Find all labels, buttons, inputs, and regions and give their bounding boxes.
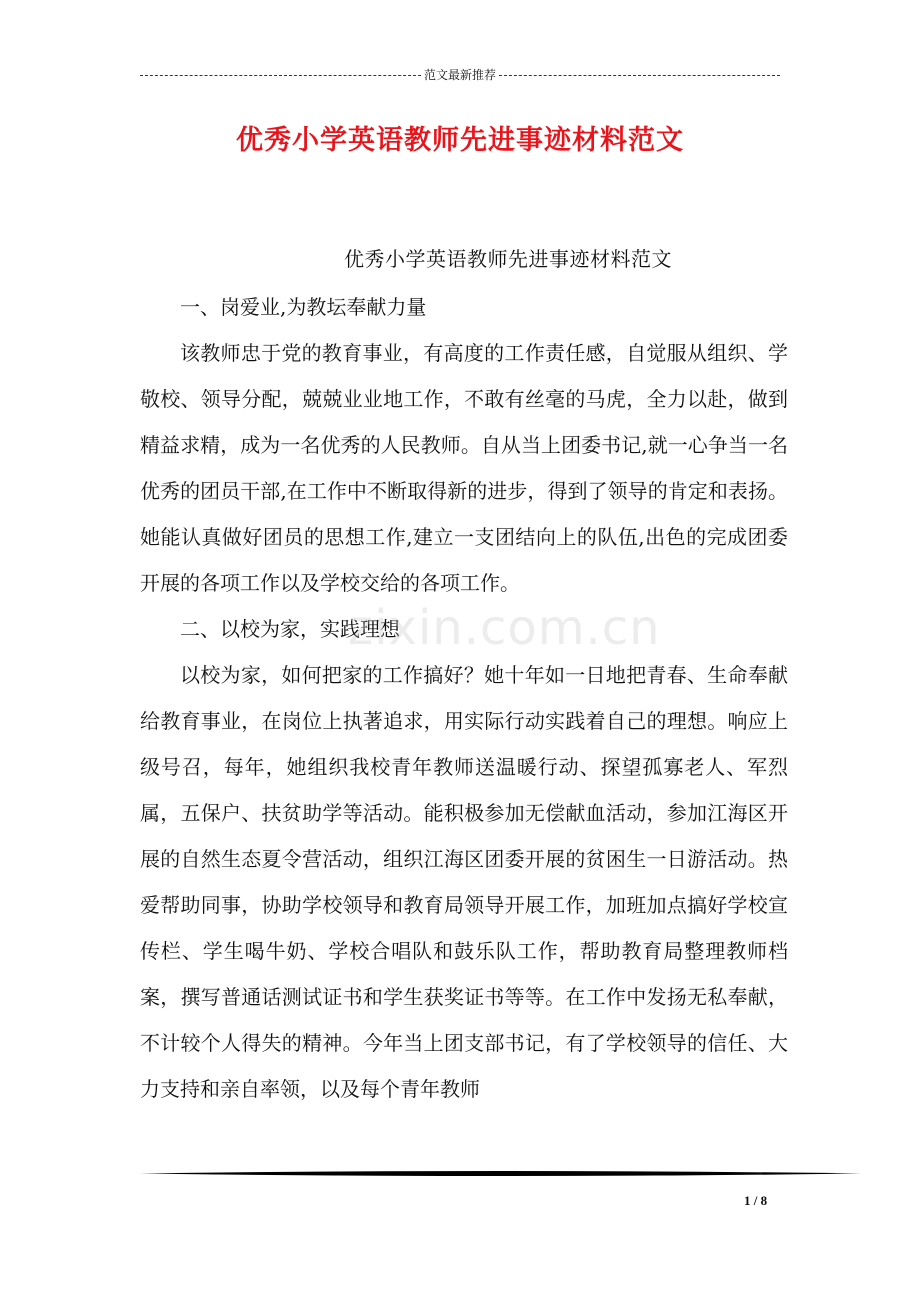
document-title: 优秀小学英语教师先进事迹材料范文 bbox=[236, 125, 684, 156]
paragraph-1: 该教师忠于党的教育事业，有高度的工作责任感，自觉服从组织、学敬校、领导分配，兢兢业业地工作，不敢有丝毫的马虎，全力以赴，做到精益求精，成为一名优秀的人民教师。自从当上团委书记,就一心争当一名优秀的团员干部,在工作中不断取得新的进步，得到了领导的肯定和表扬。她能认真做好团员的思想工作,建立一支团结向上的队伍,出色的完成团委开展的各项工作以及学校交给的各项工作。 bbox=[140, 341, 788, 595]
section-heading-2: 二、以校为家，实践理想 bbox=[180, 617, 400, 641]
paragraph-2: 以校为家，如何把家的工作搞好？她十年如一日地把青春、生命奉献给教育事业，在岗位上执著追求，用实际行动实践着自己的理想。响应上级号召，每年，她组织我校青年教师送温暖行动、探望孤寡老人、军烈属，五保户、扶贫助学等活动。能积极参加无偿献血活动，参加江海区开展的自然生态夏令营活动，组织江海区团委开展的贫困生一日游活动。热爱帮助同事，协助学校领导和教育局领导开展工作，加班加点搞好学校宣传栏、学生喝牛奶、学校合唱队和鼓乐队工作，帮助教育局整理教师档案，撰写普通话测试证书和学生获奖证书等等。在工作中发扬无私奉献，不计较个人得失的精神。今年当上团支部书记，有了学校领导的信任、大力支持和亲自率领，以及每个青年教师 bbox=[140, 663, 788, 1101]
watermark: zixin.com.cn bbox=[348, 600, 661, 656]
document-subtitle: 优秀小学英语教师先进事迹材料范文 bbox=[344, 247, 672, 271]
header-dash-left bbox=[140, 75, 421, 76]
page-number: 1 / 8 bbox=[744, 1193, 768, 1208]
document-body bbox=[140, 284, 788, 1112]
header-label: 范文最新推荐 bbox=[424, 68, 497, 82]
page-header bbox=[140, 66, 780, 83]
header-dash-right bbox=[499, 75, 780, 76]
section-heading-1: 一、岗爱业,为教坛奉献力量 bbox=[180, 295, 427, 319]
footer-rule bbox=[140, 1170, 862, 1177]
